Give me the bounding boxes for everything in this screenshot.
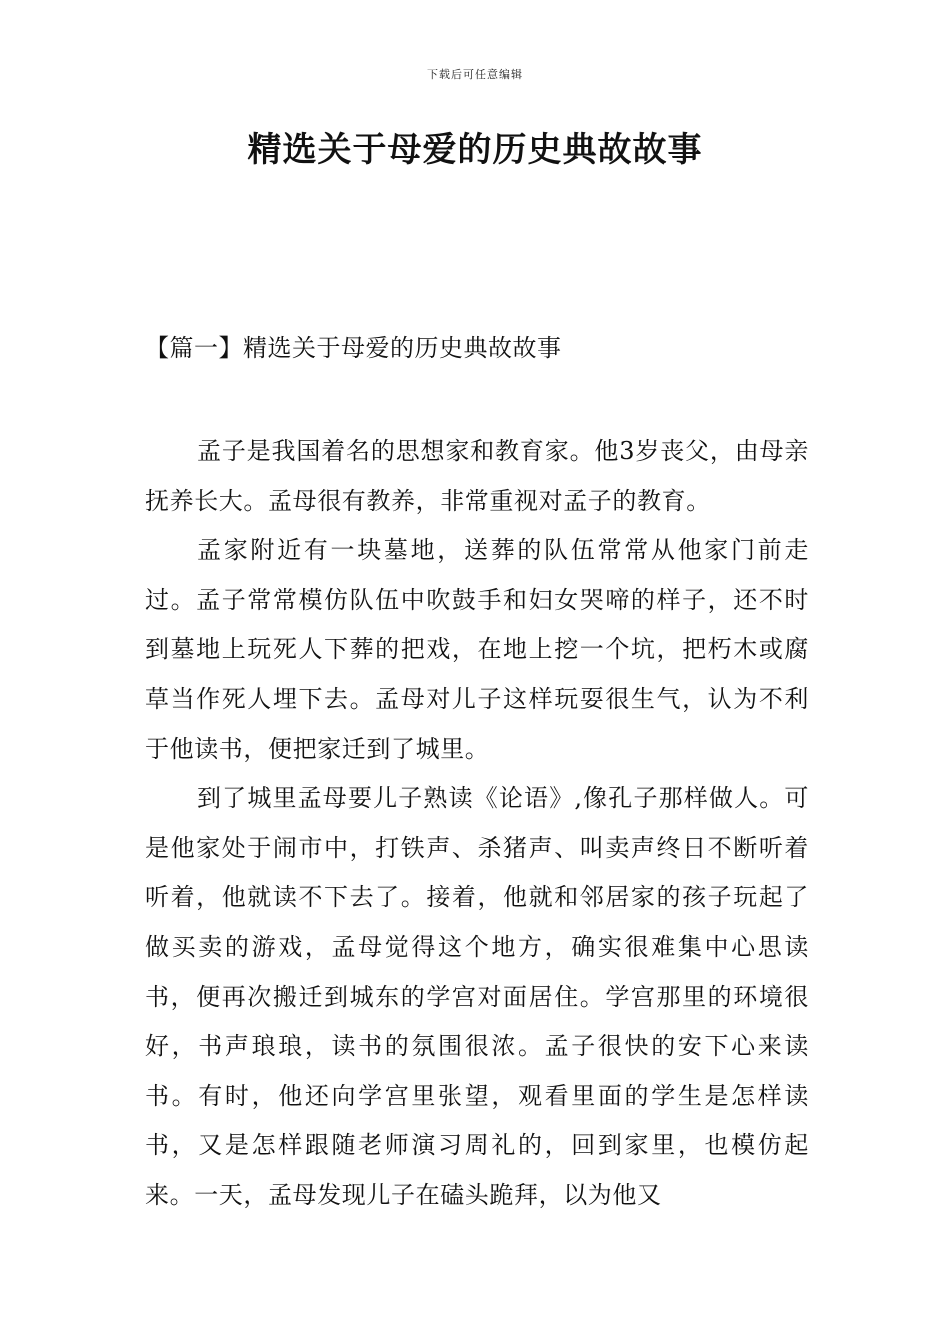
paragraph: 孟子是我国着名的思想家和教育家。他3岁丧父，由母亲抚养长大。孟母很有教养，非常重视对孟子的教育。 (145, 437, 809, 515)
header-note: 下载后可任意编辑 (427, 68, 523, 81)
paragraph: 到了城里孟母要儿子熟读《论语》,像孔子那样做人。可是他家处于闹市中，打铁声、杀猪声、叫卖声终日不断听着听着，他就读不下去了。接着，他就和邻居家的孩子玩起了做买卖的游戏，孟母觉得这个地方，确实很难集中心思读书，便再次搬迁到城东的学宫对面居住。学宫那里的环境很好，书声琅琅，读书的氛围很浓。孟子很快的安下心来读书。有时，他还向学宫里张望，观看里面的学生是怎样读书，又是怎样跟随老师演习周礼的，回到家里，也模仿起来。一天，孟母发现儿子在磕头跪拜，以为他又 (145, 784, 809, 1209)
paragraph: 孟家附近有一块墓地，送葬的队伍常常从他家门前走过。孟子常常模仿队伍中吹鼓手和妇女哭啼的样子，还不时到墓地上玩死人下葬的把戏，在地上挖一个坑，把朽木或腐草当作死人埋下去。孟母对儿子这样玩耍很生气，认为不利于他读书，便把家迁到了城里。 (145, 536, 809, 763)
body-text (145, 427, 809, 1221)
section-heading: 【篇一】精选关于母爱的历史典故故事 (145, 334, 562, 362)
document-title: 精选关于母爱的历史典故故事 (247, 130, 703, 170)
